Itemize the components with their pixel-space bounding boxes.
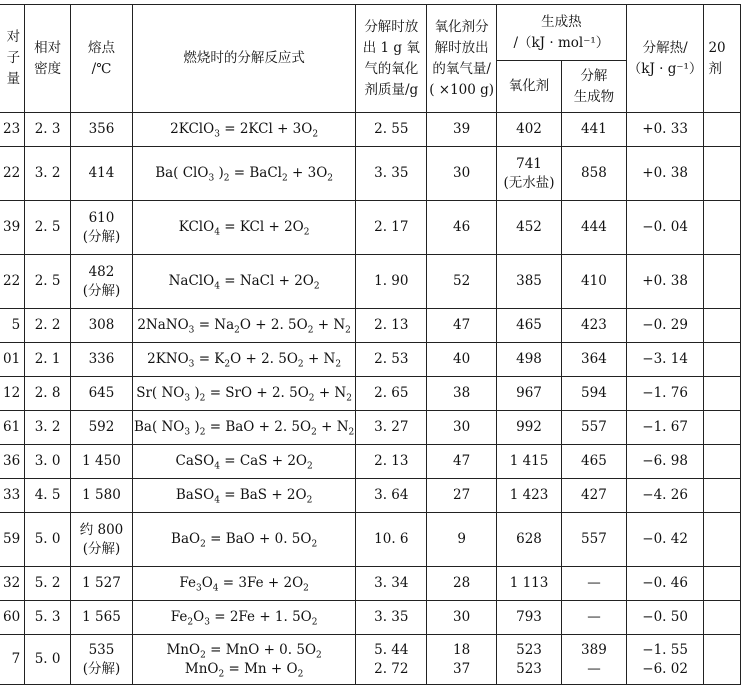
cell-melting-point: 645	[71, 377, 133, 411]
cell-density: 5. 3	[25, 601, 71, 635]
cell-oxygen-per-100g: 38	[427, 377, 497, 411]
cell-decomposition-heat: −6. 98	[626, 445, 704, 479]
cell-decomposition-heat: −1. 67	[626, 411, 704, 445]
cell-last-column	[704, 445, 741, 479]
cell-molecular-weight: 61	[0, 411, 25, 445]
cell-heat-products: 465	[562, 445, 627, 479]
table-header	[0, 5, 741, 113]
header-heat-products: 分解 生成物	[562, 61, 627, 113]
cell-reaction: Ba( $NO_3$ )$_2$ = BaO + 2. $5O_2 + N_2$	[132, 411, 355, 445]
table-row	[0, 479, 741, 513]
header-oxygen-per-100g: 氧化剂分 解时放出 的氧气量/ ( ×100 g)	[427, 5, 497, 113]
cell-mass-per-g-oxygen: 3. 35	[356, 147, 427, 201]
cell-last-column	[704, 343, 741, 377]
cell-reaction: Sr( $NO_3$ )$_2$ = SrO + 2. $5O_2 + N_2$	[132, 377, 355, 411]
cell-reaction: KClO$_4$ = KCl + $2O_2$	[132, 201, 355, 255]
cell-melting-point: 1 450	[71, 445, 133, 479]
table-row	[0, 513, 741, 567]
cell-mass-per-g-oxygen: 3. 35	[356, 601, 427, 635]
header-heat-oxidant: 氧化剂	[496, 61, 561, 113]
table-row	[0, 343, 741, 377]
cell-heat-products: 441	[562, 113, 627, 147]
header-mass-per-g-oxygen: 分解时放 出 1 g 氧 气的氧化 剂质量/g	[356, 5, 427, 113]
cell-last-column	[704, 309, 741, 343]
cell-oxygen-per-100g: 30	[427, 411, 497, 445]
cell-last-column	[704, 479, 741, 513]
cell-oxygen-per-100g: 52	[427, 255, 497, 309]
cell-heat-products: 858	[562, 147, 627, 201]
cell-last-column	[704, 567, 741, 601]
header-decomposition-heat: 分解热/ （kJ · g⁻¹）	[626, 5, 704, 113]
cell-molecular-weight: 22	[0, 147, 25, 201]
cell-heat-oxidant: 967	[496, 377, 561, 411]
cell-molecular-weight: 32	[0, 567, 25, 601]
cell-decomposition-heat: −4. 26	[626, 479, 704, 513]
cell-melting-point: 1 580	[71, 479, 133, 513]
table-row	[0, 601, 741, 635]
cell-decomposition-heat: −1. 76	[626, 377, 704, 411]
cell-decomposition-heat: −0. 29	[626, 309, 704, 343]
cell-heat-oxidant: 523 523	[496, 635, 561, 685]
cell-mass-per-g-oxygen: 10. 6	[356, 513, 427, 567]
cell-mass-per-g-oxygen: 5. 44 2. 72	[356, 635, 427, 685]
cell-last-column	[704, 377, 741, 411]
cell-reaction: $2KNO_3 = K_2O + 2$. $5O_2 + N_2$	[132, 343, 355, 377]
cell-mass-per-g-oxygen: 1. 90	[356, 255, 427, 309]
cell-melting-point: 336	[71, 343, 133, 377]
header-melting-point: 熔点 /℃	[71, 5, 133, 113]
cell-molecular-weight: 01	[0, 343, 25, 377]
cell-last-column	[704, 201, 741, 255]
cell-density: 5. 0	[25, 513, 71, 567]
cell-heat-oxidant: 628	[496, 513, 561, 567]
cell-density: 4. 5	[25, 479, 71, 513]
cell-heat-products: 389 —	[562, 635, 627, 685]
cell-decomposition-heat: −3. 14	[626, 343, 704, 377]
header-molecular-weight: 对 子 量	[0, 5, 25, 113]
cell-mass-per-g-oxygen: 3. 27	[356, 411, 427, 445]
cell-heat-oxidant: 452	[496, 201, 561, 255]
cell-reaction: 2KClO$_3$ = $2KCl + 3O_2$	[132, 113, 355, 147]
cell-heat-oxidant: 385	[496, 255, 561, 309]
cell-last-column	[704, 255, 741, 309]
cell-density: 3. 0	[25, 445, 71, 479]
cell-reaction: MnO$_2$ = MnO + 0. $5O_2$ $MnO_2 = Mn + O_2$	[132, 635, 355, 685]
cell-heat-oxidant: 1 423	[496, 479, 561, 513]
cell-reaction: Ba( ClO$_3$ )$_2$ = BaCl$_2$ + $3O_2$	[132, 147, 355, 201]
cell-heat-oxidant: 465	[496, 309, 561, 343]
cell-heat-products: 594	[562, 377, 627, 411]
table-body	[0, 113, 741, 685]
cell-mass-per-g-oxygen: 3. 64	[356, 479, 427, 513]
cell-heat-oxidant: 793	[496, 601, 561, 635]
cell-melting-point: 1 565	[71, 601, 133, 635]
cell-density: 2. 5	[25, 201, 71, 255]
cell-heat-oxidant: 992	[496, 411, 561, 445]
cell-density: 5. 0	[25, 635, 71, 685]
cell-molecular-weight: 7	[0, 635, 25, 685]
cell-reaction: 2NaNO$_3$ = $Na_2O + 2$. $5O_2 + N_2$	[132, 309, 355, 343]
cell-last-column	[704, 513, 741, 567]
cell-density: 2. 1	[25, 343, 71, 377]
cell-oxygen-per-100g: 40	[427, 343, 497, 377]
cell-oxygen-per-100g: 47	[427, 309, 497, 343]
cell-oxygen-per-100g: 39	[427, 113, 497, 147]
cell-heat-oxidant: 402	[496, 113, 561, 147]
cell-mass-per-g-oxygen: 2. 53	[356, 343, 427, 377]
cell-heat-oxidant: 741 (无水盐)	[496, 147, 561, 201]
cell-oxygen-per-100g: 30	[427, 147, 497, 201]
table-row	[0, 411, 741, 445]
cell-last-column	[704, 113, 741, 147]
cell-oxygen-per-100g: 27	[427, 479, 497, 513]
table-row	[0, 445, 741, 479]
cell-oxygen-per-100g: 18 37	[427, 635, 497, 685]
cell-heat-products: 427	[562, 479, 627, 513]
cell-melting-point: 592	[71, 411, 133, 445]
cell-heat-oxidant: 1 113	[496, 567, 561, 601]
cell-mass-per-g-oxygen: 3. 34	[356, 567, 427, 601]
cell-melting-point: 535 (分解)	[71, 635, 133, 685]
table-row	[0, 635, 741, 685]
cell-mass-per-g-oxygen: 2. 13	[356, 309, 427, 343]
cell-oxygen-per-100g: 47	[427, 445, 497, 479]
table-row	[0, 567, 741, 601]
cell-last-column	[704, 147, 741, 201]
header-reaction: 燃烧时的分解反应式	[132, 5, 355, 113]
cell-reaction: CaSO$_4$ = CaS + $2O_2$	[132, 445, 355, 479]
header-last-column: 20 剂	[704, 5, 741, 113]
cell-oxygen-per-100g: 30	[427, 601, 497, 635]
cell-mass-per-g-oxygen: 2. 65	[356, 377, 427, 411]
cell-heat-products: —	[562, 567, 627, 601]
cell-last-column	[704, 411, 741, 445]
cell-molecular-weight: 59	[0, 513, 25, 567]
cell-reaction: NaClO$_4$ = NaCl + $2O_2$	[132, 255, 355, 309]
table-row	[0, 201, 741, 255]
cell-melting-point: 1 527	[71, 567, 133, 601]
cell-last-column	[704, 601, 741, 635]
cell-density: 2. 3	[25, 113, 71, 147]
header-heat-of-formation: 生成热 /（kJ · mol⁻¹）	[496, 5, 626, 61]
cell-decomposition-heat: −1. 55 −6. 02	[626, 635, 704, 685]
cell-decomposition-heat: −0. 04	[626, 201, 704, 255]
cell-oxygen-per-100g: 28	[427, 567, 497, 601]
cell-heat-products: 557	[562, 411, 627, 445]
cell-molecular-weight: 33	[0, 479, 25, 513]
cell-density: 5. 2	[25, 567, 71, 601]
cell-mass-per-g-oxygen: 2. 13	[356, 445, 427, 479]
table-row	[0, 255, 741, 309]
cell-melting-point: 约 800 (分解)	[71, 513, 133, 567]
cell-decomposition-heat: +0. 38	[626, 255, 704, 309]
cell-reaction: $Fe_3O_4 = 3Fe + 2O_2$	[132, 567, 355, 601]
cell-density: 3. 2	[25, 147, 71, 201]
cell-melting-point: 356	[71, 113, 133, 147]
header-density: 相对 密度	[25, 5, 71, 113]
cell-decomposition-heat: +0. 38	[626, 147, 704, 201]
cell-reaction: $Fe_2O_3 = 2Fe + 1$. $5O_2$	[132, 601, 355, 635]
cell-decomposition-heat: +0. 33	[626, 113, 704, 147]
cell-heat-oxidant: 1 415	[496, 445, 561, 479]
cell-reaction: BaO$_2$ = BaO + 0. $5O_2$	[132, 513, 355, 567]
cell-molecular-weight: 23	[0, 113, 25, 147]
cell-heat-oxidant: 498	[496, 343, 561, 377]
cell-molecular-weight: 5	[0, 309, 25, 343]
cell-mass-per-g-oxygen: 2. 17	[356, 201, 427, 255]
cell-heat-products: 410	[562, 255, 627, 309]
cell-heat-products: 444	[562, 201, 627, 255]
table-row	[0, 113, 741, 147]
cell-reaction: BaSO$_4$ = BaS + $2O_2$	[132, 479, 355, 513]
cell-heat-products: —	[562, 601, 627, 635]
cell-density: 3. 2	[25, 411, 71, 445]
cell-heat-products: 423	[562, 309, 627, 343]
cell-molecular-weight: 36	[0, 445, 25, 479]
table-row	[0, 147, 741, 201]
cell-melting-point: 308	[71, 309, 133, 343]
cell-density: 2. 2	[25, 309, 71, 343]
cell-melting-point: 610 (分解)	[71, 201, 133, 255]
cell-molecular-weight: 12	[0, 377, 25, 411]
cell-decomposition-heat: −0. 50	[626, 601, 704, 635]
cell-decomposition-heat: −0. 46	[626, 567, 704, 601]
cell-melting-point: 414	[71, 147, 133, 201]
cell-decomposition-heat: −0. 42	[626, 513, 704, 567]
cell-heat-products: 364	[562, 343, 627, 377]
cell-molecular-weight: 60	[0, 601, 25, 635]
cell-melting-point: 482 (分解)	[71, 255, 133, 309]
cell-density: 2. 8	[25, 377, 71, 411]
cell-density: 2. 5	[25, 255, 71, 309]
cell-oxygen-per-100g: 46	[427, 201, 497, 255]
cell-heat-products: 557	[562, 513, 627, 567]
cell-last-column	[704, 635, 741, 685]
cell-oxygen-per-100g: 9	[427, 513, 497, 567]
table-row	[0, 377, 741, 411]
cell-molecular-weight: 22	[0, 255, 25, 309]
cell-mass-per-g-oxygen: 2. 55	[356, 113, 427, 147]
oxidizer-table	[0, 4, 741, 685]
table-row	[0, 309, 741, 343]
cell-molecular-weight: 39	[0, 201, 25, 255]
